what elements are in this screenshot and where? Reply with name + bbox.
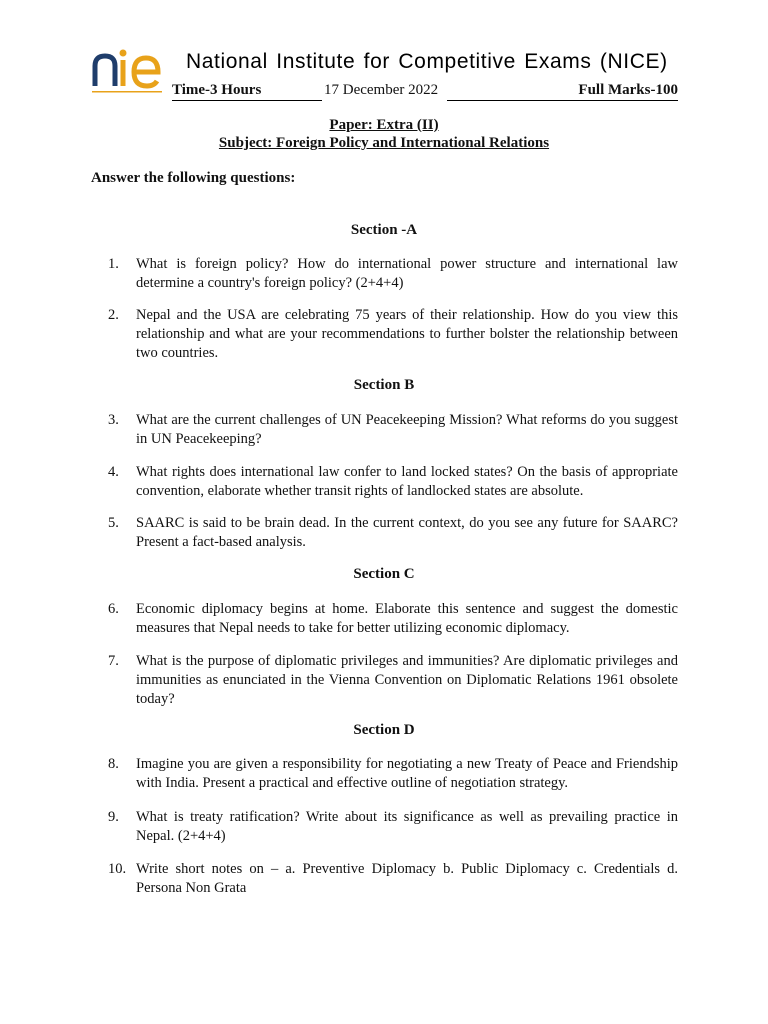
paper-title: Paper: Extra (II) <box>329 117 439 133</box>
instruction: Answer the following questions: <box>91 170 296 186</box>
exam-meta-line <box>172 82 678 102</box>
section-d-heading: Section D <box>353 722 415 738</box>
question-item <box>108 411 678 449</box>
question-text: What rights does international law confer to land locked states? On the basis of appropriate convention, elaborate whether transit rights of landlocked states are absolute. <box>136 464 678 499</box>
exam-time: Time-3 Hours <box>172 82 262 98</box>
section-a-heading: Section -A <box>350 222 418 238</box>
question-number: 4. <box>108 464 119 480</box>
paper-subject: Subject: Foreign Policy and International Relations <box>218 135 550 151</box>
question-item <box>108 808 678 846</box>
question-text: Write short notes on – a. Preventive Diplomacy b. Public Diplomacy c. Credentials d. Persona Non Grata <box>136 861 678 896</box>
question-text: Economic diplomacy begins at home. Elaborate this sentence and suggest the domestic measures that Nepal needs to take for better utilizing economic diplomacy. <box>136 601 678 636</box>
question-item <box>108 860 678 898</box>
question-text: What are the current challenges of UN Peacekeeping Mission? What reforms do you suggest in UN Peacekeeping? <box>136 412 678 447</box>
question-item <box>108 306 678 363</box>
question-text: What is the purpose of diplomatic privileges and immunities? Are diplomatic privileges and immunities as enunciated in the Vienna Convention on Diplomatic Relations 1961 obsolete today? <box>136 653 678 707</box>
question-item <box>108 652 678 709</box>
question-number: 8. <box>108 756 119 772</box>
question-text: Nepal and the USA are celebrating 75 years of their relationship. How do you view this relationship and what are your recommendations to further bolster the relationship between two countries. <box>136 307 678 361</box>
institute-title: National Institute for Competitive Exams (NICE) <box>186 50 668 73</box>
nice-logo-icon <box>90 44 166 96</box>
question-number: 6. <box>108 601 119 617</box>
question-text: What is foreign policy? How do international power structure and international law determine a country's foreign policy? (2+4+4) <box>136 256 678 291</box>
question-item <box>108 755 678 793</box>
exam-date: 17 December 2022 <box>324 82 439 98</box>
question-text: SAARC is said to be brain dead. In the current context, do you see any future for SAARC? Present a fact-based analysis. <box>136 515 678 550</box>
section-b-heading: Section B <box>353 377 415 393</box>
question-text: What is treaty ratification? Write about its significance as well as prevailing practice in Nepal. (2+4+4) <box>136 809 678 844</box>
question-number: 3. <box>108 412 119 428</box>
question-item <box>108 463 678 501</box>
time-underline <box>172 100 322 101</box>
question-item <box>108 514 678 552</box>
nice-logo <box>90 44 166 96</box>
question-item <box>108 255 678 293</box>
question-number: 5. <box>108 515 119 531</box>
logo-wordmark <box>166 44 167 45</box>
question-number: 2. <box>108 307 119 323</box>
question-text: Imagine you are given a responsibility for negotiating a new Treaty of Peace and Friendship with India. Present a practical and effective outline of negotiation strategy. <box>136 756 678 791</box>
full-marks: Full Marks-100 <box>578 82 678 98</box>
question-number: 9. <box>108 809 119 825</box>
date-underline <box>447 100 678 101</box>
section-c-heading: Section C <box>353 566 415 582</box>
question-number: 1. <box>108 256 119 272</box>
question-number: 10. <box>108 861 127 877</box>
question-item <box>108 600 678 638</box>
question-number: 7. <box>108 653 119 669</box>
